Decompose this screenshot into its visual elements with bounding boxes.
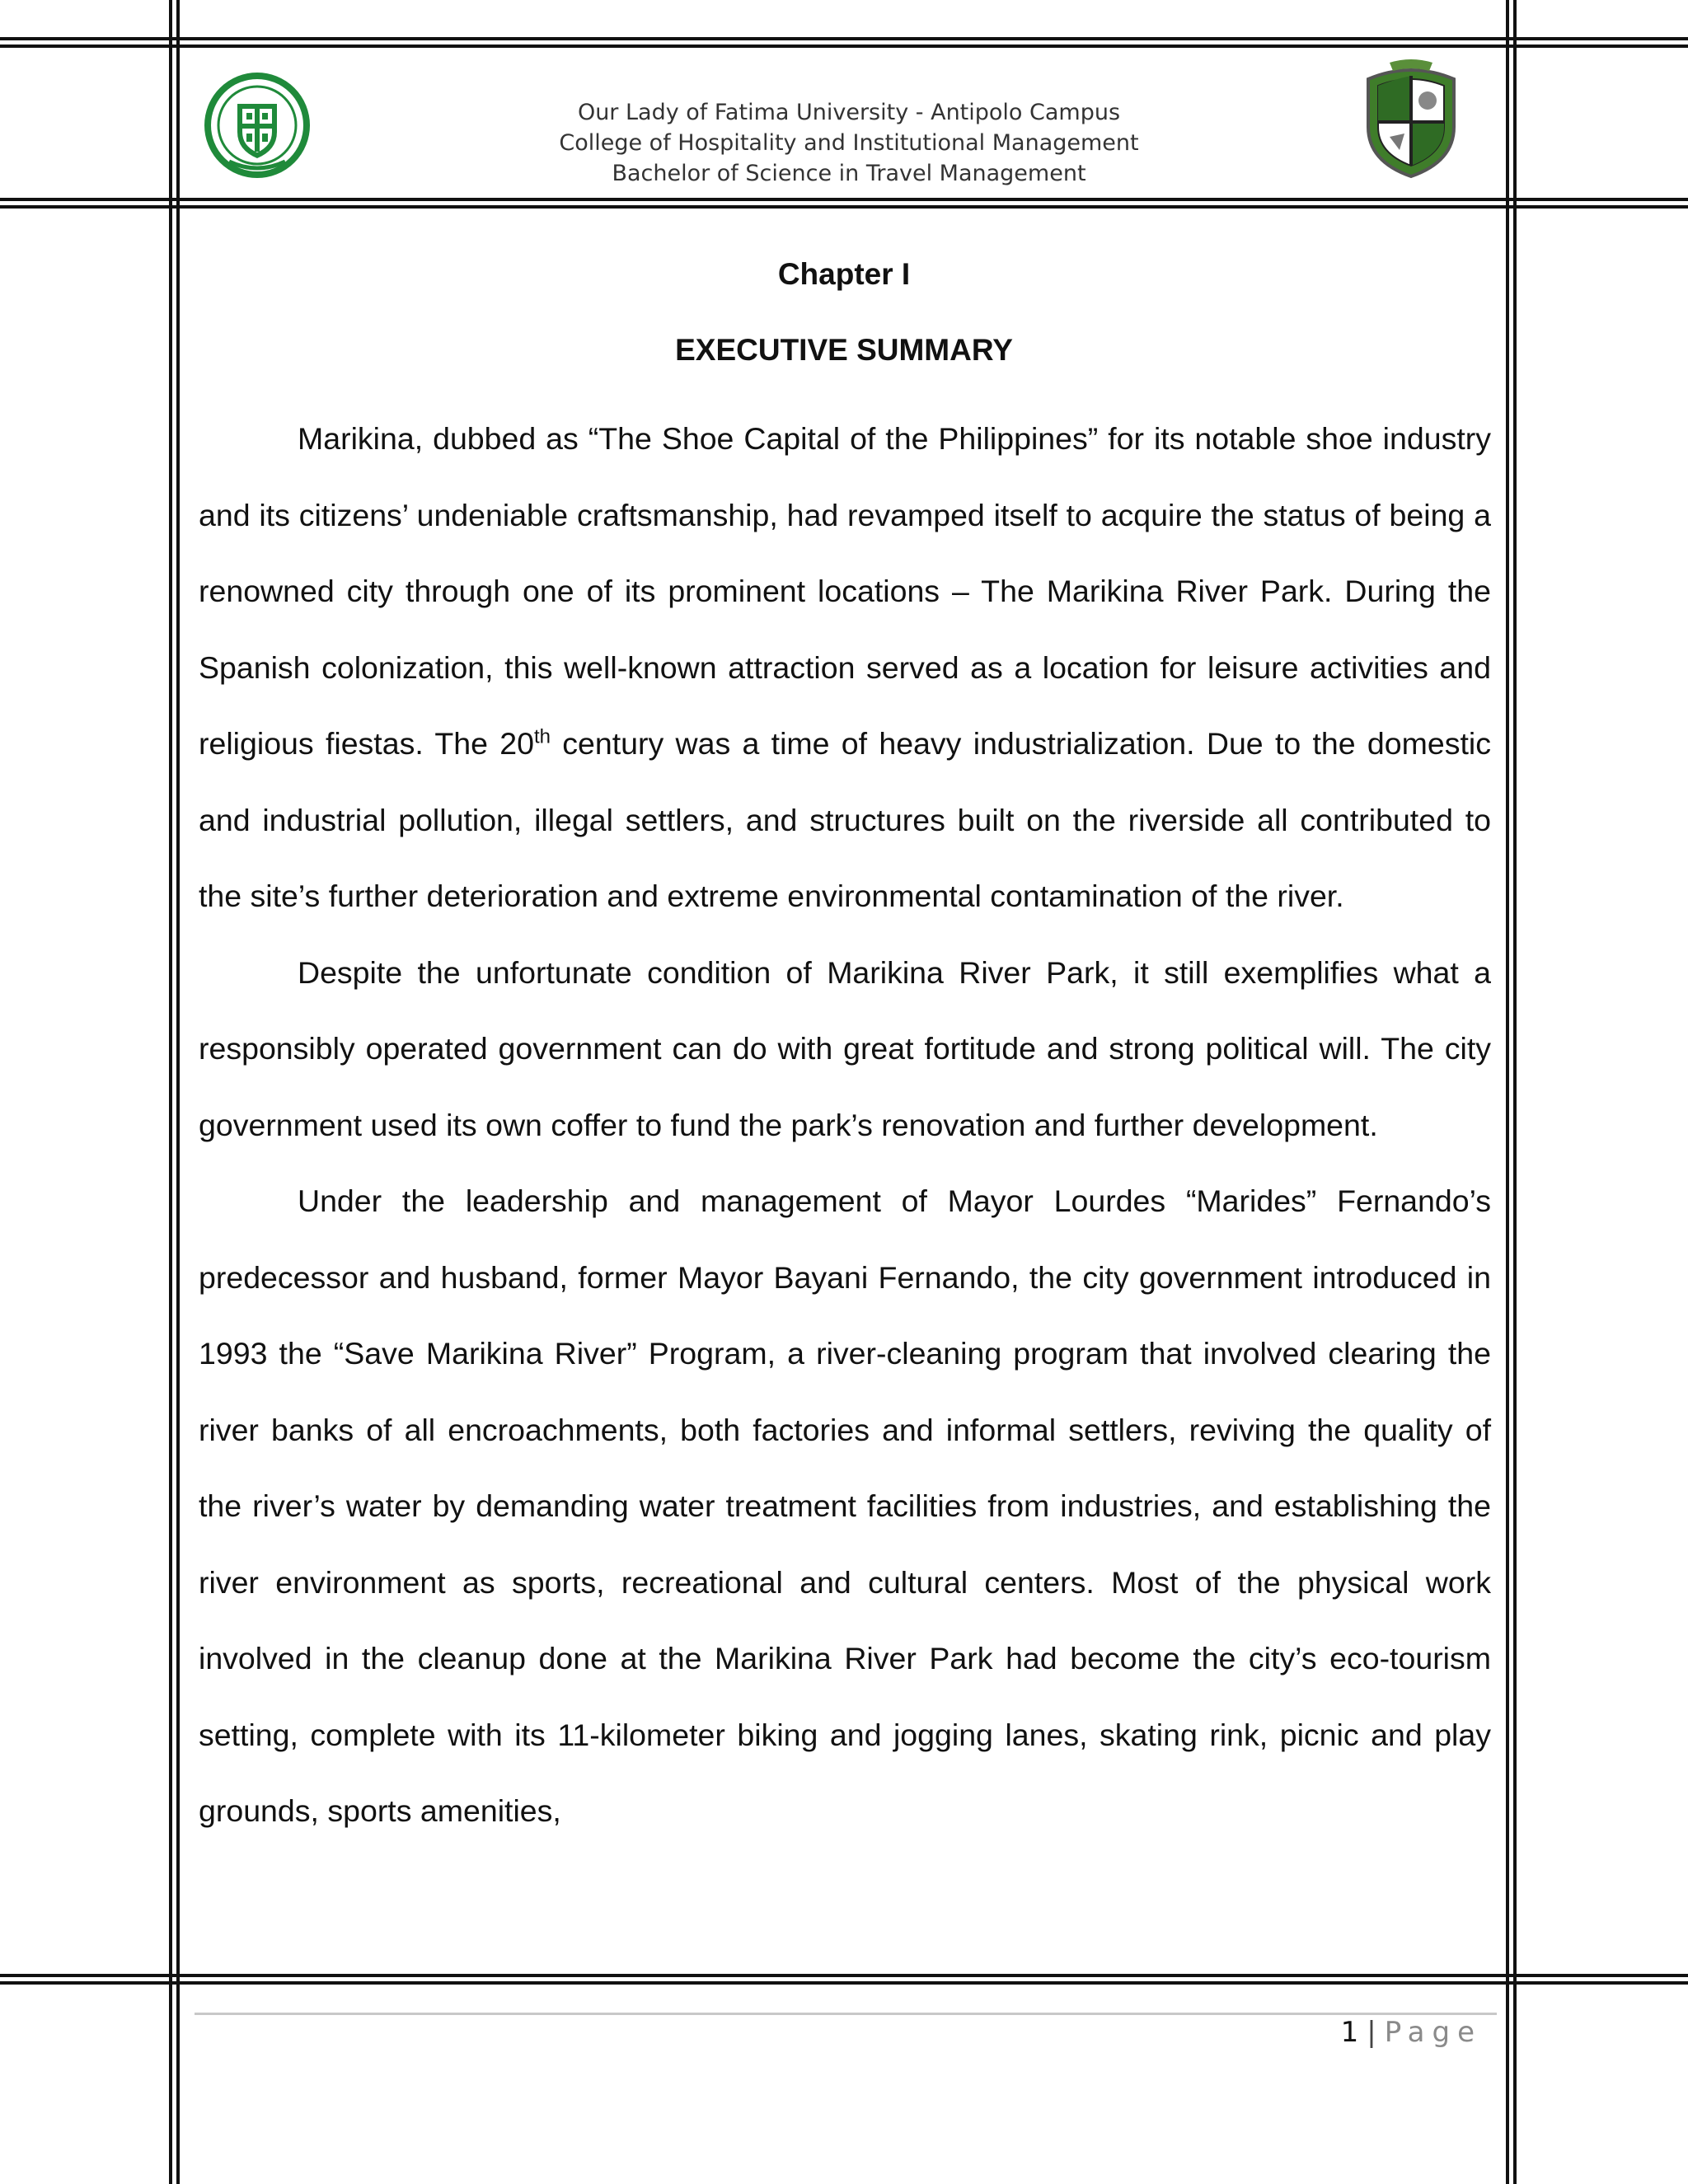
- college-crest-logo: [1357, 58, 1465, 181]
- page-label: Page: [1384, 2016, 1482, 2049]
- page-number: 1: [1340, 2016, 1359, 2049]
- chapter-title: Chapter I: [777, 257, 911, 291]
- paragraph-2: Despite the unfortunate condition of Marikina River Park, it still exemplifies what a responsibly operated government can do with great fortitude and strong political will. The city government used its own coffer to fund the park’s renovation and further development.: [199, 954, 1491, 1142]
- paragraph-3: Under the leadership and management of Mayor Lourdes “Marides” Fernando’s predecessor and husband, former Mayor Bayani Fernando, the city government introduced in 1993 the “Save Marikina River” Program, a river-cleaning program that involved clearing the river banks of all encroachments, both factories and informal settlers, reviving the quality of the river’s water by demanding water treatment facilities from industries, and establishing the river environment as sports, recreational and cultural centers. Most of the physical work involved in the cleanup done at the Marikina River Park had become the city’s eco-tourism setting, complete with its 11-kilometer biking and jogging lanes, skating rink, picnic and play grounds, sports amenities,: [199, 1183, 1491, 1828]
- footer-rule-1: [0, 1974, 1688, 1977]
- page-number-footer: [1319, 2016, 1482, 2049]
- header-rule-top-1: [0, 37, 1688, 40]
- header-rule-bottom-2: [0, 205, 1688, 209]
- header-rule-bottom-1: [0, 198, 1688, 201]
- border-line-left-inner: [176, 0, 180, 2184]
- header-program: Bachelor of Science in Travel Management: [612, 161, 1086, 186]
- document-body: [199, 401, 1491, 1849]
- footer-rule-2: [0, 1981, 1688, 1985]
- border-line-right-inner: [1506, 0, 1509, 2184]
- border-line-left-outer: [169, 0, 172, 2184]
- document-header: [462, 97, 1236, 189]
- page-separator: |: [1367, 2016, 1376, 2049]
- footer-divider: [195, 2013, 1497, 2015]
- superscript-ordinal: th: [533, 725, 551, 748]
- paragraph-1: Marikina, dubbed as “The Shoe Capital of the Philippines” for its notable shoe industry and its citizens’ undeniable craftsmanship, had revamped itself to acquire the status of being a renowned city through one of its prominent locations – The Marikina River Park. During the Spanish colonization, this well-known attraction served as a location for leisure activities and religious fiestas. The 20th century was a time of heavy industrialization. Due to the domestic and industrial pollution, illegal settlers, and structures built on the riverside all contributed to the site’s further deterioration and extreme environmental contamination of the river.: [199, 421, 1491, 913]
- section-title: EXECUTIVE SUMMARY: [675, 333, 1013, 367]
- university-seal-logo: [204, 73, 310, 178]
- header-rule-top-2: [0, 45, 1688, 48]
- header-university: Our Lady of Fatima University - Antipolo Campus: [577, 100, 1121, 125]
- header-college: College of Hospitality and Institutional Management: [559, 130, 1139, 156]
- border-line-right-outer: [1513, 0, 1517, 2184]
